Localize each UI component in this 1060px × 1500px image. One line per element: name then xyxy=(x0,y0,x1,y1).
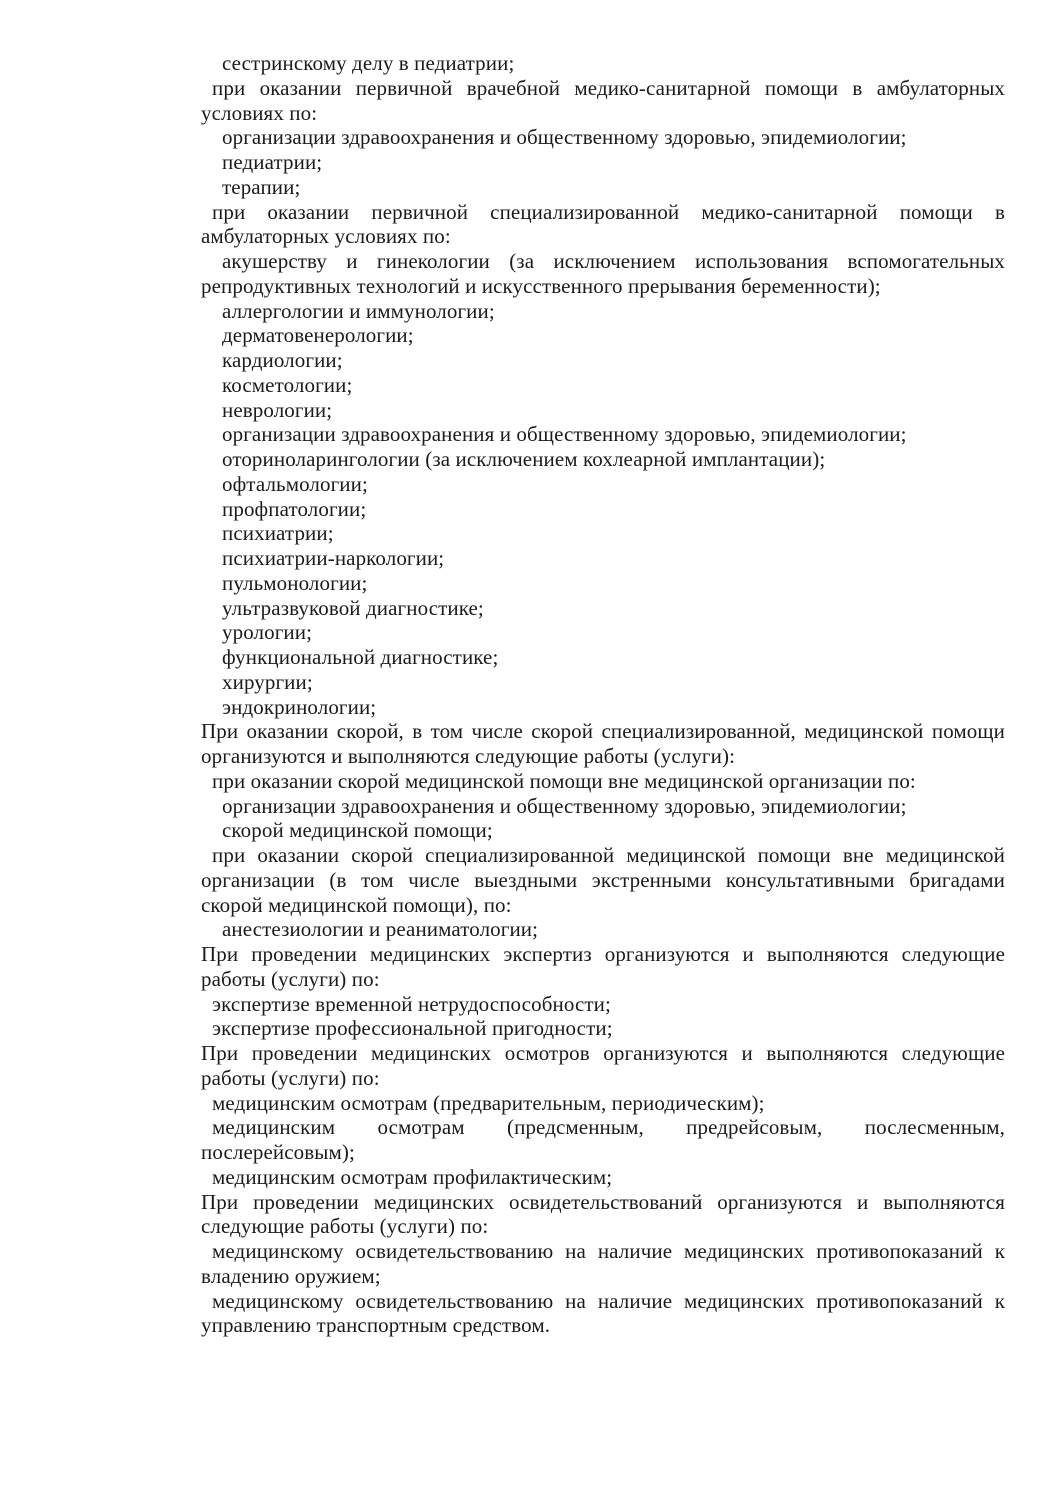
text-line: организуются и выполняются следующие работы (услуги): xyxy=(201,744,736,768)
text-line: дерматовенерологии; xyxy=(222,323,414,348)
text-line: организации (в том числе выездными экстренными консультативными бригадами xyxy=(201,867,1005,892)
text-line: оториноларингологии (за исключением кохлеарной имплантации); xyxy=(222,447,826,471)
text-line: косметологии; xyxy=(222,372,353,397)
text-line: урологии; xyxy=(222,620,313,645)
text-line: экспертизе профессиональной пригодности; xyxy=(212,1016,613,1041)
text-line: При проведении медицинских осмотров организуются и выполняются следующие xyxy=(201,1041,1005,1065)
text-line: условиях по: xyxy=(201,100,318,125)
text-line: педиатрии; xyxy=(222,150,323,174)
text-line: медицинским осмотрам (предсменным, предрейсовым, послесменным, xyxy=(212,1115,1005,1140)
text-line: офтальмологии; xyxy=(222,471,368,496)
text-line: функциональной диагностике; xyxy=(222,645,499,669)
text-line: владению оружием; xyxy=(201,1263,381,1288)
text-line: медицинскому освидетельствованию на наличие медицинских противопоказаний к xyxy=(212,1239,1005,1263)
text-line: при оказании скорой медицинской помощи вне медицинской организации по: xyxy=(212,768,916,793)
license-services-text-block xyxy=(201,51,1005,1338)
text-line: работы (услуги) по: xyxy=(201,1065,380,1090)
text-line: При проведении медицинских освидетельствований организуются и выполняются xyxy=(201,1189,1005,1214)
text-line: При оказании скорой, в том числе скорой специализированной, медицинской помощи xyxy=(201,719,1005,744)
text-line: медицинскому освидетельствованию на наличие медицинских противопоказаний к xyxy=(212,1288,1005,1313)
text-line: сестринскому делу в педиатрии; xyxy=(222,51,515,75)
text-line: психиатрии-наркологии; xyxy=(222,546,445,570)
text-line: организации здравоохранения и общественному здоровью, эпидемиологии; xyxy=(222,422,907,447)
text-line: анестезиологии и реаниматологии; xyxy=(222,917,539,942)
text-line: при оказании скорой специализированной медицинской помощи вне медицинской xyxy=(212,843,1005,867)
text-line: пульмонологии; xyxy=(222,570,368,595)
text-line: следующие работы (услуги) по: xyxy=(201,1214,489,1239)
text-line: экспертизе временной нетрудоспособности; xyxy=(212,991,611,1016)
text-line: при оказании первичной врачебной медико-санитарной помощи в амбулаторных xyxy=(212,75,1005,100)
text-line: организации здравоохранения и общественному здоровью, эпидемиологии; xyxy=(222,793,907,818)
text-line: кардиологии; xyxy=(222,348,343,372)
text-line: При проведении медицинских экспертиз организуются и выполняются следующие xyxy=(201,942,1005,966)
text-line: неврологии; xyxy=(222,397,333,422)
text-line: аллергологии и иммунологии; xyxy=(222,298,495,323)
text-line: ультразвуковой диагностике; xyxy=(222,595,484,620)
text-line: работы (услуги) по: xyxy=(201,966,380,991)
text-line: терапии; xyxy=(222,174,301,199)
text-line: организации здравоохранения и общественному здоровью, эпидемиологии; xyxy=(222,125,907,150)
text-line: эндокринологии; xyxy=(222,694,377,719)
text-line: управлению транспортным средством. xyxy=(201,1313,551,1338)
text-line: при оказании первичной специализированной медико-санитарной помощи в xyxy=(212,199,1005,224)
text-line: репродуктивных технологий и искусственного прерывания беременности); xyxy=(201,273,881,298)
text-line: психиатрии; xyxy=(222,521,334,546)
text-line: медицинским осмотрам профилактическим; xyxy=(212,1164,613,1189)
text-line: акушерству и гинекологии (за исключением использования вспомогательных xyxy=(222,249,1005,273)
text-line: послерейсовым); xyxy=(201,1140,355,1164)
text-line: профпатологии; xyxy=(222,496,367,521)
text-line: скорой медицинской помощи; xyxy=(222,818,493,843)
text-line: медицинским осмотрам (предварительным, периодическим); xyxy=(212,1090,765,1115)
text-line: скорой медицинской помощи), по: xyxy=(201,892,512,917)
text-line: амбулаторных условиях по: xyxy=(201,224,451,249)
text-line: хирургии; xyxy=(222,669,313,694)
